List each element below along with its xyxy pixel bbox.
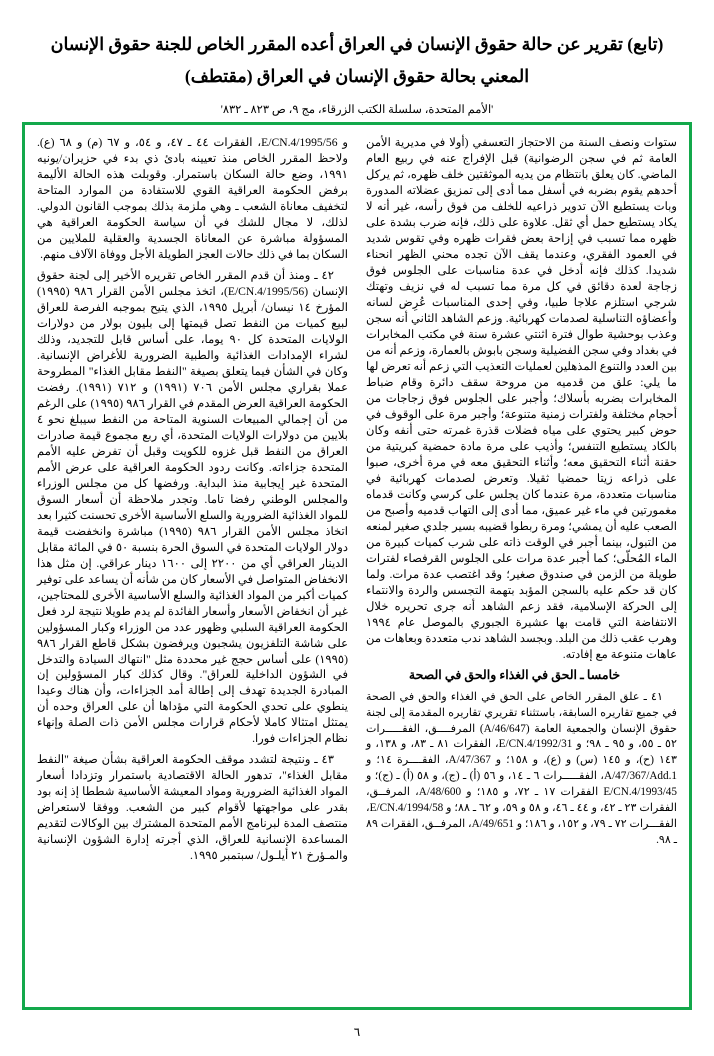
- paragraph-42: ٤٢ ـ ومنذ أن قدم المقرر الخاص تقريره الأخير إلى لجنة حقوق الإنسان (E/CN.4/1995/56)، اتخذ مجلس الأمن القرار ٩٨٦ (١٩٩٥) المؤرخ ١٤ نيسان/ أبريل ١٩٩٥، الذي يتيح بموجبه الفرصة للعراق لبيع كميات من النفط تصل قيمتها إلى بليون بولار من دولارات الولايات المتحدة كل ٩٠ يوما، على أساس قابل للتجديد، وذلك لشراء الإمدادات الغذائية والطبية الضرورية للأغراض الإنسانية. وكان في الشأن فيما يتعلق بصيغة "النفط مقابل الغذاء" المطروحة عملا بقراري مجلس الأمن ٧٠٦ (١٩٩١) و ٧١٢ (١٩٩١). رفضت الحكومة العراقية العرض المقدم في القرار ٩٨٦ (١٩٩٥) على الرغم من أن إجمالي المبيعات السنوية المتاحة من النفط سيبلغ نحو ٤ بلايين من دولارات الولايات المتحدة، أي ربع مجموع قيمة صادرات العراق من النفط قبل غزوه للكويت وقبل أن تفرض عليه الأمم المتحدة جزاءاته. وكانت ردود الحكومة العراقية على عرض الأمم المتحدة غير إيجابية منذ البداية. ورفضها كل من مجلس الوزراء والمجلس الوطني رفضا تاما. وتجدر ملاحظة أن أسعار السوق للمواد الغذائية الضرورية والسلع الأساسية الأخرى تحسنت كثيرا بعد اتخاذ مجلس الأمن القرار ٩٨٦ (١٩٩٥) مباشرة وانخفضت قيمة دولار الولايات المتحدة في السوق الحرة بنسبة ٥٠ في المائة مقابل الدينار العراقي أي من ٢٢٠٠ إلى ١٦٠٠ دينار عراقي. إن مثل هذا الانخفاض المتواصل في الأسعار كان من شأنه أن يساعد على توفير كميات أكبر من المواد الغذائية والسلع الأساسية الأخرى للمحتاجين، غير أن انخفاض الأسعار وأسعار الفائدة لم يدم طويلا نتيجة لرد فعل الحكومة العراقية السلبي وظهور عدد من الوزراء وكبار المسؤولين على شاشة التلفزيون يشجبون ويرفضون بشكل قاطع القرار ٩٨٦ (١٩٩٥) على أساس حجج غير محددة مثل "انتهاك السيادة والتدخل في الشؤون الداخلية للعراق". وقال كذلك كبار المسؤولين إن المبادرة الجديدة تهدف إلى إطالة أمد الجزاءات، وأن هناك وعيدا ينطوي على تحدي الحكومة التي مؤداها أن على العراق وحده أن يمتثل امتثالا كاملا لأحكام قرارات مجلس الأمن ذات الصلة وإنهاء نظام الجزاءات فورا.: [37, 268, 349, 746]
- document-header: [0, 0, 714, 116]
- green-border-frame: [22, 122, 692, 1010]
- document-title-line-2: المعني بحالة حقوق الإنسان في العراق (مقتطف): [184, 65, 530, 86]
- document-source-citation: 'الأمم المتحدة، سلسلة الكتب الزرقاء، مج ٩، ص ٨٢٣ ـ ٨٣٢': [220, 103, 494, 116]
- column-left: [37, 135, 357, 997]
- paragraph-43: ٤٣ ـ ونتيجة لتشدد موقف الحكومة العراقية بشأن صيغة "النفط مقابل الغذاء"، تدهور الحالة الاقتصادية باستمرار وتزدادا أسعار المواد الغذائية الضرورية ومواد المعيشة الأساسية شططا إذ إنه بود بقدر على مواجهتها لأقوام كبير من الشعب. ووفقا لاستعراض منتصف المدة لبرنامج الأمم المتحدة المشترك بين الوكالات لتقديم المساعدة الإنسانية للعراق، الذي أجرته إدارة الشؤون الإنسانية والمـؤرخ ٢١ أيلـول/ سبتمبر ١٩٩٥.: [37, 753, 348, 863]
- column-right: [357, 135, 677, 997]
- section-heading-five: خامسا ـ الحق في الغذاء والحق في الصحة: [408, 668, 621, 683]
- paragraph-references: و E/CN.4/1995/56، الفقرات ٤٤ ـ ٤٧، و ٥٤، و ٦٧ (م) و ٦٨ (ع). ولاحظ المقرر الخاص منذ تعيينه بادئ ذي بدء في حزيران/يونيه ١٩٩١، وضع حالة السكان باستمرار. وقوبلت هذه الحالة الأليمة برفض الحكومة العراقية القوي للاستفادة من الموارد المتاحة لتخفيف معاناة الشعب ـ وهي ملزمة بذلك بموجب القانون الدولي. لذلك، لا مجال للشك في أن سياسة الحكومة العراقية هي المسؤولة مباشرة عن المعاناة الجسدية والعقلية للملايين من السكان بما في ذلك حالات العجز الطويلة الأجل ووفاة الآلاف منهم.: [37, 136, 349, 261]
- two-column-body: [37, 135, 677, 997]
- paragraph-41: ٤١ ـ علق المقرر الخاص على الحق في الغذاء والحق في الصحة في جميع تقاريره السابقة، باستثناء تقريري تقاريره المقدمة إلى لجنة حقوق الإنسان والجمعية العامة (A/46/647) المرفــــق، الفقـــــرات ٥٢ ـ ٥٥، و ٩٥ ـ ٩٨؛ و E/CN.4/1992/31، الفقرات ٨١ ـ ٨٣، و ١٣٨، و ١٤٣ (ح)، و ١٤٥ (س) و (ع)، و ١٥٨؛ و A/47/367، الفقــــرة ١٤؛ و A/47/367/Add.1، الفقـــــرات ٦ ـ ١٤، و ٥٦ (أ) ـ (ج)، و ٥٨ (أ) ـ (ج)؛ و E/CN.4/1993/45 الفقرات ١٧ ـ ٧٢، و ١٨٥؛ و A/48/600، المرفــق، الفقرات ٢٣ ـ ٤٢، و ٤٤ ـ ٤٦، و ٥٨ و ٥٩، و ٦٢ ـ ٨٨؛ و E/CN.4/1994/58، الفقـــرات ٧٢ ـ ٧٩، و ١٥٢، و ١٨٦؛ و A/49/651، المرفــق، الفقرات ٨٩ ـ ٩٨.: [365, 690, 678, 846]
- document-title-line-1: (تابع) تقرير عن حالة حقوق الإنسان في العراق أعده المقرر الخاص للجنة حقوق الإنسان: [50, 34, 664, 54]
- paragraph-continuation: ستوات ونصف السنة من الاحتجاز التعسفي (أولا في مديرية الأمن العامة ثم في سجن الرضوانية) قبل الإفراج عنه في ربيع العام الماضي. كان يعلق بانتظام من يديه الموثقتين خلف ظهره، ثم يركل أحدهم يقوم بضربه في أسفل مما أدى إلى تمزيق عضلاته المدورة وبات يستطيع الآن تدوير ذراعيه للخلف من فوق رأسه، غير أنه لا يكاد يستطيع حمل أي ثقل. علاوة على ذلك، فإنه ضرب بشدة على ظهره مما تسبب في إزاحة بعض فقرات ظهره وفي تقوس شديد في العمود الفقري، وعندما يقف الآن تجده محني الظهر انحناء شديدا. كذلك فإنه أدخل في عدة مناسبات على الجلوس فوق زجاجة لعدة دقائق في كل مرة مما تسبب له في نزيف وتهتك شرجي استلزم علاجا طبيا، وفي إحدى المناسبات عُرِض لسانه وأعضاؤه التناسلية لصدمات كهربائية. وزعم الشاهد الثاني أنه سجن وعذب بوحشية طوال فترة اثنتي عشرة سنة في مكتب المخابرات في بغداد وفي سجن الفضيلية وسجن بابوش بالعمارة، وزعم أنه من بين العدد والتنوع المذهلين لعمليات التعذيب التي زعم أنه تعرض لها ما يلي: علق من قدميه من مروحة سقف دائرة وقام ضباط المخابرات بضربه بأسلاك؛ وأجبر على الجلوس فوق زجاجات من أحجام مختلفة ولفترات زمنية متنوعة؛ وأجبر مرة على الوقوف في حوض كبير يحتوي على مياه فضلات قذرة غمرته حتى أنفه وكان بالكاد يستطيع التنفس؛ وأذيب على مرة مادة حمضية كبريتية من حقنة أثناء التحقيق معه؛ وأثناء التحقيق معه في مرة أخرى، صبوا على ذراعه زيتا حمضيا ثقيلا. وتعرض لصدمات كهربائية في مناسبات متعددة، مرة عندما كان يجلس على كرسي وكانت قدماه مغمورتين في ماء غير عميق، مما أدى إلى التهاب قدميه وأصبح من الصعب عليه أن يمشي؛ ومرة ربطوا قضيبه بسير جلدي صغير لمنعه من التبول، بينما أجبر في الوقت ذاته على شرب كميات كبيرة من الماء المُحلّى؛ كما أجبر عدة مرات على الجلوس القرفصاء لفترات طويلة من الزمن في صندوق صغير؛ وقد اغتصب عدة مرات. ولما كان قد حكم عليه بالسجن المؤبد بتهمة التجسس والردة والانتماء إلى الحركة الإسلامية، فقد زعم الشاهد أنه جرى تحريره خلال الانتفاضة التي قامت بها عشيرة الجبوري بالموصل عام ١٩٩٤ وهرب عقب ذلك من البلد. وبجسد الشاهد ندب متعددة وبعاهات من عاهات متنوعة مع إفادته.: [366, 136, 677, 661]
- page-number: ٦: [353, 1025, 361, 1039]
